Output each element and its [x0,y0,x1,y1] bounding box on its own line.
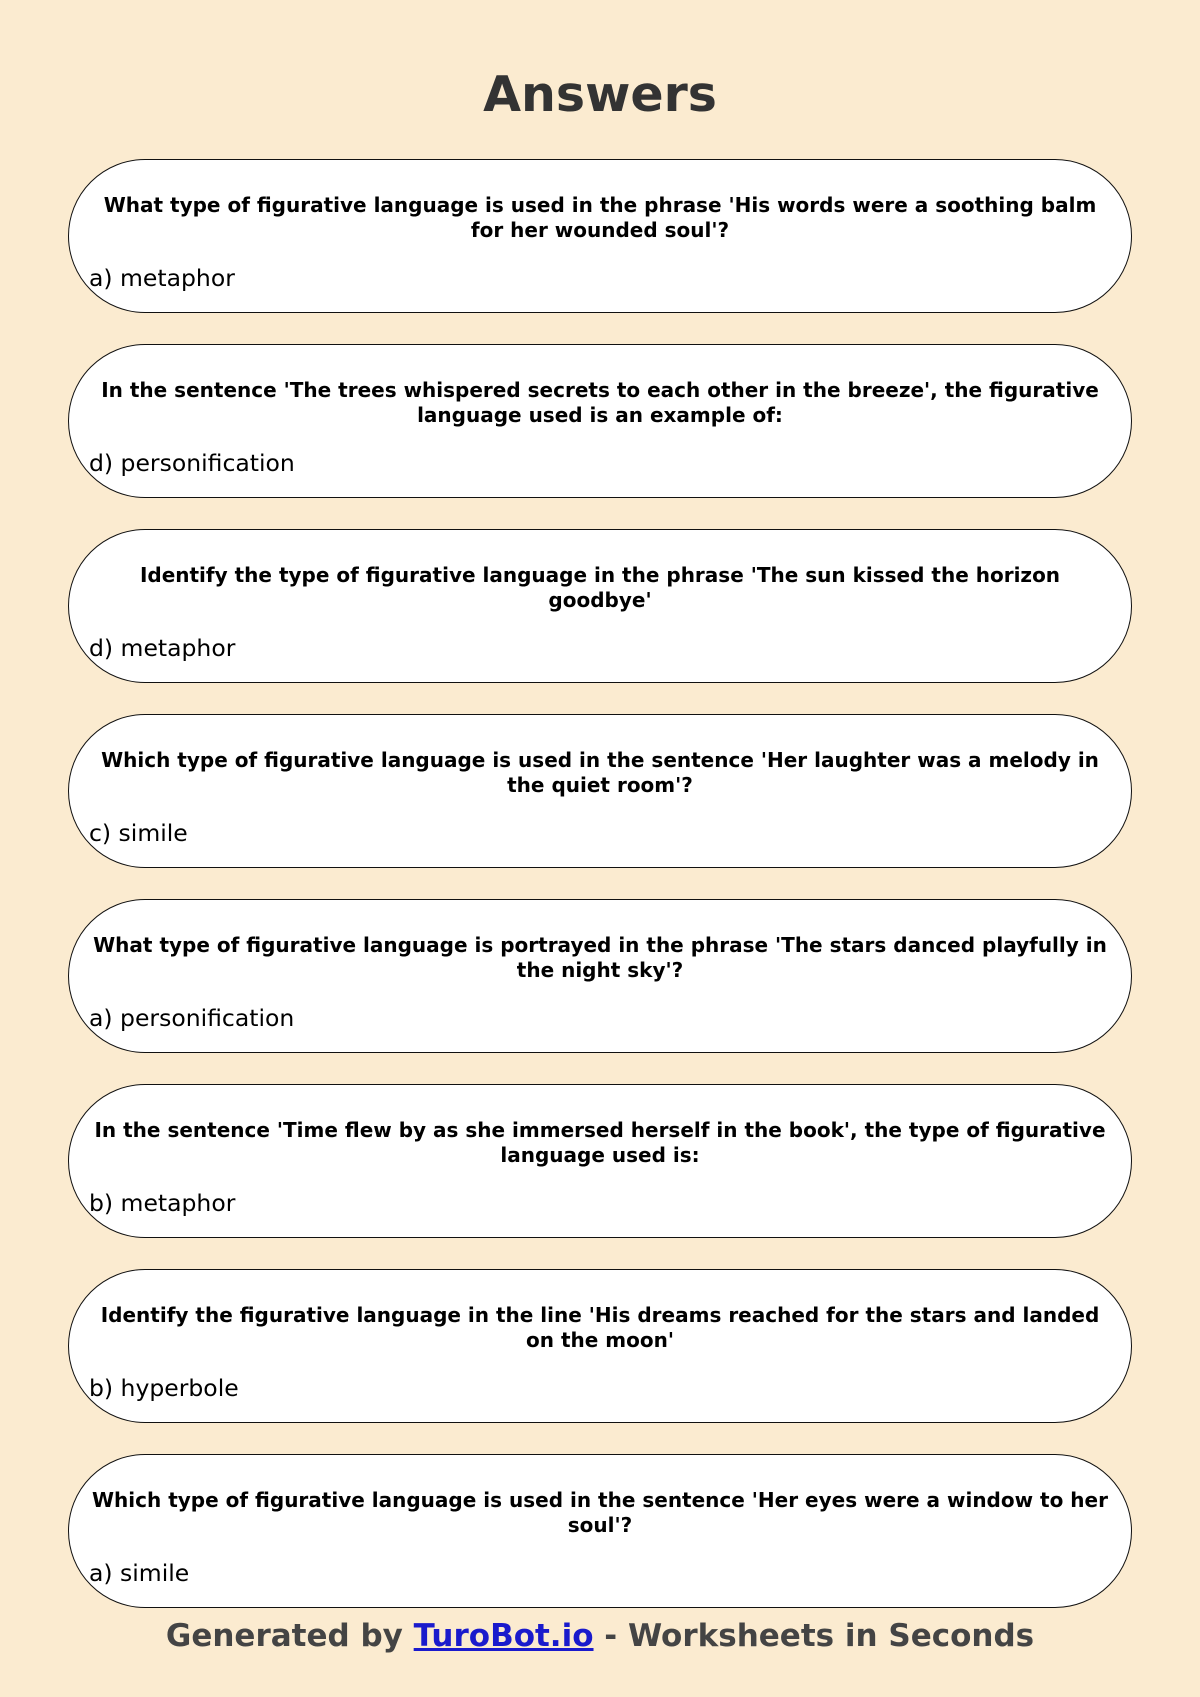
footer-suffix: - Worksheets in Seconds [593,1618,1035,1654]
question-text: Which type of figurative language is used in the sentence 'Her laughter was a melody in the quiet room'? [101,748,1099,797]
question-card [68,159,1132,313]
answer-text: a) personification [89,1004,295,1032]
question-card [68,1084,1132,1238]
question-text: In the sentence 'Time flew by as she immersed herself in the book', the type of figurative language used is: [94,1118,1106,1167]
answer-text: b) metaphor [89,1189,236,1217]
question-card [68,1269,1132,1423]
footer-prefix: Generated by [165,1618,414,1654]
question-card [68,344,1132,498]
answer-text: d) metaphor [89,634,236,662]
answer-text: a) metaphor [89,264,235,292]
question-text: In the sentence 'The trees whispered secrets to each other in the breeze', the figurative language used is an example of: [101,378,1099,427]
answer-list [68,159,1132,1639]
question-text: What type of figurative language is portrayed in the phrase 'The stars danced playfully in the night sky'? [93,933,1107,982]
question-card [68,899,1132,1053]
question-card [68,714,1132,868]
question-text: Which type of figurative language is used in the sentence 'Her eyes were a window to her soul'? [92,1488,1108,1537]
answer-text: a) simile [89,1559,190,1587]
question-text: What type of figurative language is used in the phrase 'His words were a soothing balm for her wounded soul'? [103,193,1097,242]
turobot-link[interactable]: TuroBot.io [413,1618,594,1654]
answer-text: c) simile [89,819,188,847]
question-card [68,1454,1132,1608]
question-card [68,529,1132,683]
question-text: Identify the figurative language in the line 'His dreams reached for the stars and landed on the moon' [100,1303,1100,1352]
answer-text: b) hyperbole [89,1374,239,1402]
page-title: Answers [483,66,717,123]
footer [0,1618,1200,1655]
answer-text: d) personification [89,449,295,477]
question-text: Identify the type of figurative language in the phrase 'The sun kissed the horizon goodbye' [139,563,1061,612]
